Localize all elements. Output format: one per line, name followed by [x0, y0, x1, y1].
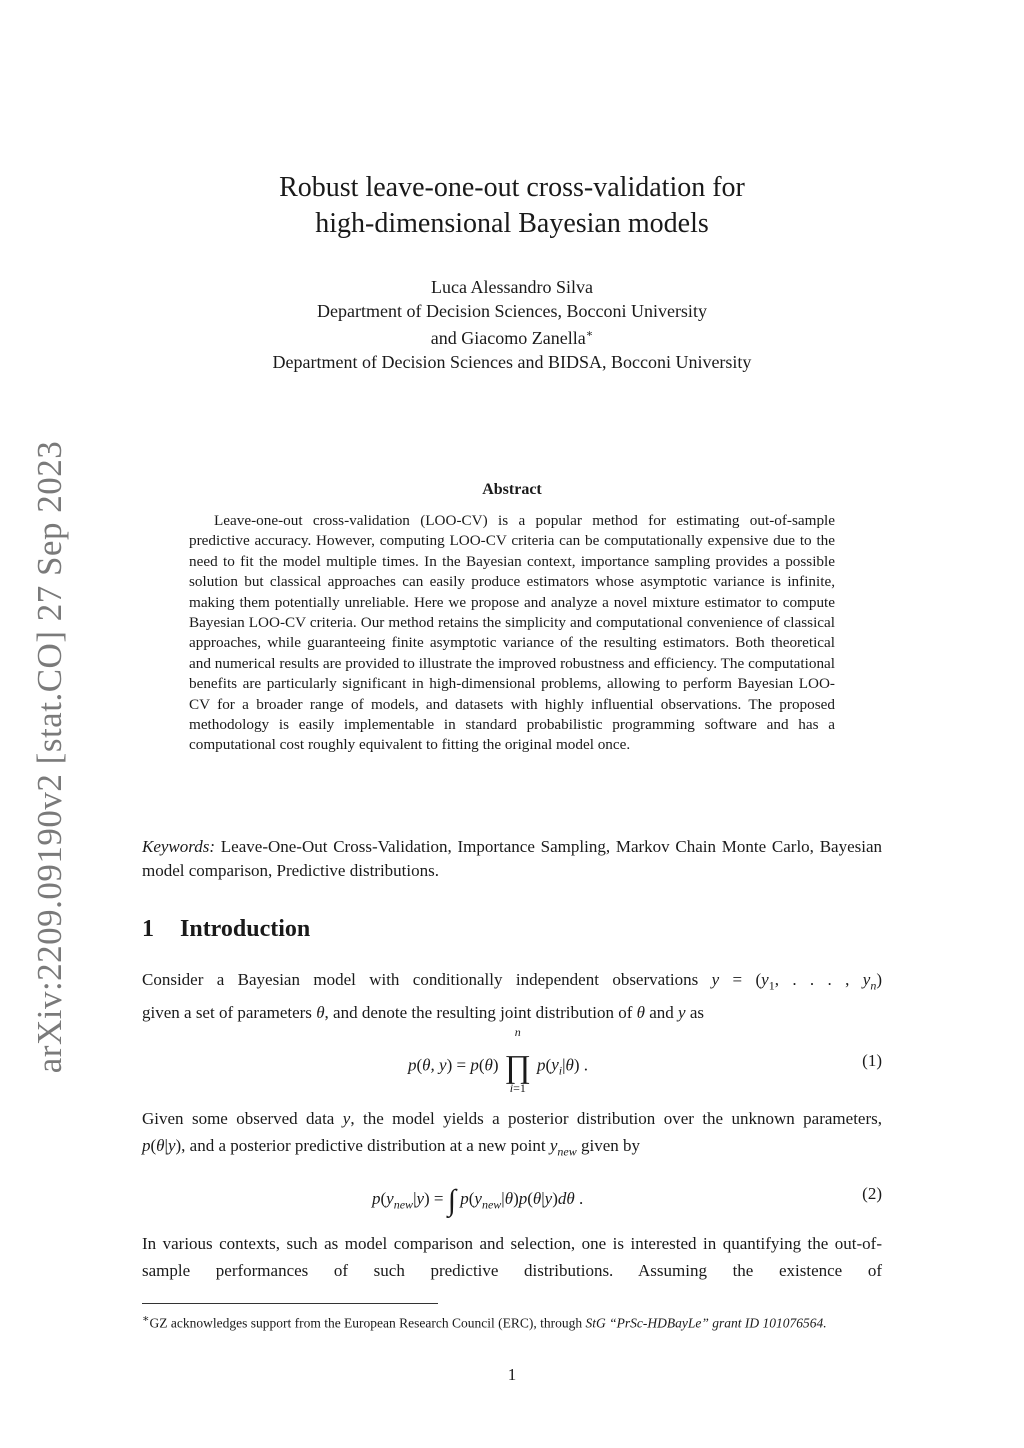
section-number: 1: [142, 916, 154, 942]
paragraph-1: Consider a Bayesian model with conditionally independent observations $y = (y_1$, . . . , $y_n$) given a set of parameters θ, and denote the resulting joint distribution of θ and y as: [142, 970, 883, 1023]
footnote-grant: StG “PrSc-HDBayLe” grant ID 101076564.: [585, 1315, 827, 1331]
paragraph-2: Given some observed data y, the model yields a posterior distribution over the unknown parameters, p(θ|y), and a posterior predictive distribution at a new point $y_{new}$ given by: [142, 1109, 882, 1159]
keywords-text: Leave-One-Out Cross-Validation, Importance Sampling, Markov Chain Monte Carlo, Bayesian model comparison, Predictive distributions.: [142, 837, 883, 880]
equation-2: [142, 1170, 882, 1230]
footnote: [142, 1310, 882, 1333]
author-block: [0, 276, 1024, 374]
paper-title: [0, 170, 1024, 242]
section-heading: [142, 916, 310, 943]
equation-1-body: p(θ, y) = p(θ) n ∏ i=1 $p(y_i|\theta)$ .: [408, 1025, 589, 1095]
equation-2-body: $p(y_{new}|y)$ = ∫ $p(y_{new}|\theta)p(\theta|y)d\theta$ .: [372, 1184, 584, 1217]
title-line-2: high-dimensional Bayesian models: [315, 208, 709, 239]
author-2-line: [0, 323, 1024, 351]
footnote-rule: [142, 1303, 438, 1304]
paragraph-3: [142, 1230, 882, 1284]
keywords: [142, 835, 882, 883]
author-2: and Giacomo Zanella: [430, 328, 586, 348]
affiliation-2: Department of Decision Sciences and BIDSA, Bocconi University: [272, 351, 752, 372]
equation-1-number: (1): [862, 1051, 882, 1070]
section-title: Introduction: [180, 916, 311, 942]
paragraph-3-text: In various contexts, such as model comparison and selection, one is interested in quantifying the out-of-sample performances of such predictive distributions. Assuming the existence of: [142, 1234, 882, 1280]
equation-2-number: (2): [862, 1184, 882, 1203]
keywords-label: Keywords:: [142, 837, 216, 856]
page-number: 1: [507, 1365, 517, 1384]
author-1: Luca Alessandro Silva: [431, 277, 593, 297]
affiliation-1: Department of Decision Sciences, Bocconi University: [317, 300, 707, 321]
arxiv-identifier: arXiv:2209.09190v2 [stat.CO] 27 Sep 2023: [30, 440, 69, 1074]
abstract-text: Leave-one-out cross-validation (LOO-CV) is a popular method for estimating out-of-sample predictive accuracy. However, computing LOO-CV criteria can be computationally expensive due to the need to fit the model multiple times. In the Bayesian context, importance sampling provides a possible solution but classical approaches can easily produce estimators whose asymptotic variance is infinite, making them potentially unreliable. Here we propose and analyze a novel mixture estimator to compute Bayesian LOO-CV criteria. Our method retains the simplicity and computational convenience of classical approaches, while guaranteeing finite asymptotic variance of the resulting estimators. Both theoretical and numerical results are provided to illustrate the improved robustness and efficiency. The computational benefits are particularly significant in high-dimensional problems, allowing to perform Bayesian LOO-CV for a broader range of models, and datasets with highly influential observations. The proposed methodology is easily implementable in standard probabilistic programming software and has a computational cost roughly equivalent to fitting the original model once.: [189, 512, 835, 754]
footnote-marker: ∗: [585, 328, 594, 340]
equation-1: [142, 1025, 882, 1095]
title-line-1: Robust leave-one-out cross-validation for: [279, 172, 745, 203]
footnote-text: GZ acknowledges support from the European Research Council (ERC), through: [149, 1315, 583, 1331]
abstract-heading: Abstract: [482, 481, 542, 498]
footnote-mark: ∗: [142, 1313, 150, 1325]
